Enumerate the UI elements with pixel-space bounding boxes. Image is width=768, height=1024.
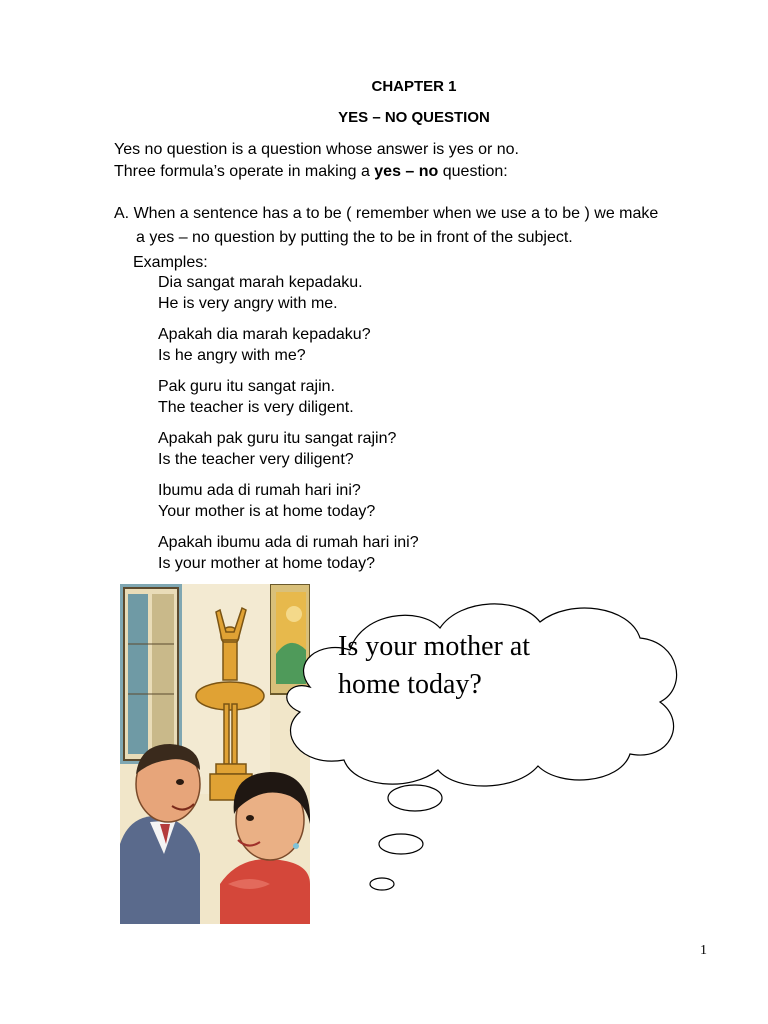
- thought-bubble-dot-medium: [379, 834, 423, 854]
- example-indonesian: Apakah dia marah kepadaku?: [158, 326, 371, 343]
- intro-line-2: [114, 162, 508, 182]
- intro-line-1: Yes no question is a question whose answer is yes or no.: [114, 141, 519, 158]
- intro-bold-term: yes – no: [374, 163, 439, 180]
- example-pair: [158, 480, 375, 522]
- page-title: YES – NO QUESTION: [338, 109, 490, 126]
- page-number: 1: [700, 943, 707, 958]
- example-indonesian: Ibumu ada di rumah hari ini?: [158, 482, 361, 499]
- example-english: Is the teacher very diligent?: [158, 451, 354, 468]
- thought-line-1: Is your mother at: [338, 631, 531, 662]
- thought-bubble-text: [338, 628, 598, 704]
- thought-line-2: home today?: [338, 669, 482, 700]
- example-indonesian: Apakah pak guru itu sangat rajin?: [158, 430, 397, 447]
- intro-text: Three formula’s operate in making a: [114, 163, 375, 180]
- example-indonesian: Apakah ibumu ada di rumah hari ini?: [158, 534, 419, 551]
- example-pair: [158, 324, 371, 366]
- example-pair: [158, 376, 354, 418]
- example-pair: [158, 272, 363, 314]
- intro-text-end: question:: [438, 163, 508, 180]
- example-pair: [158, 428, 396, 470]
- examples-label: Examples:: [133, 254, 208, 271]
- example-indonesian: Pak guru itu sangat rajin.: [158, 378, 335, 395]
- thought-bubble-dot-small: [370, 878, 394, 890]
- example-english: Is your mother at home today?: [158, 555, 375, 572]
- example-english: Your mother is at home today?: [158, 503, 376, 520]
- example-english: Is he angry with me?: [158, 347, 306, 364]
- example-english: The teacher is very diligent.: [158, 399, 354, 416]
- chapter-heading: CHAPTER 1: [371, 78, 457, 95]
- thought-bubble-dot-large: [388, 785, 442, 811]
- rule-a-line-2: a yes – no question by putting the to be in front of the subject.: [136, 229, 573, 246]
- example-pair: [158, 532, 419, 574]
- rule-a-line-1: A. When a sentence has a to be ( remember when we use a to be ) we make: [114, 205, 659, 222]
- example-english: He is very angry with me.: [158, 295, 338, 312]
- example-indonesian: Dia sangat marah kepadaku.: [158, 274, 363, 291]
